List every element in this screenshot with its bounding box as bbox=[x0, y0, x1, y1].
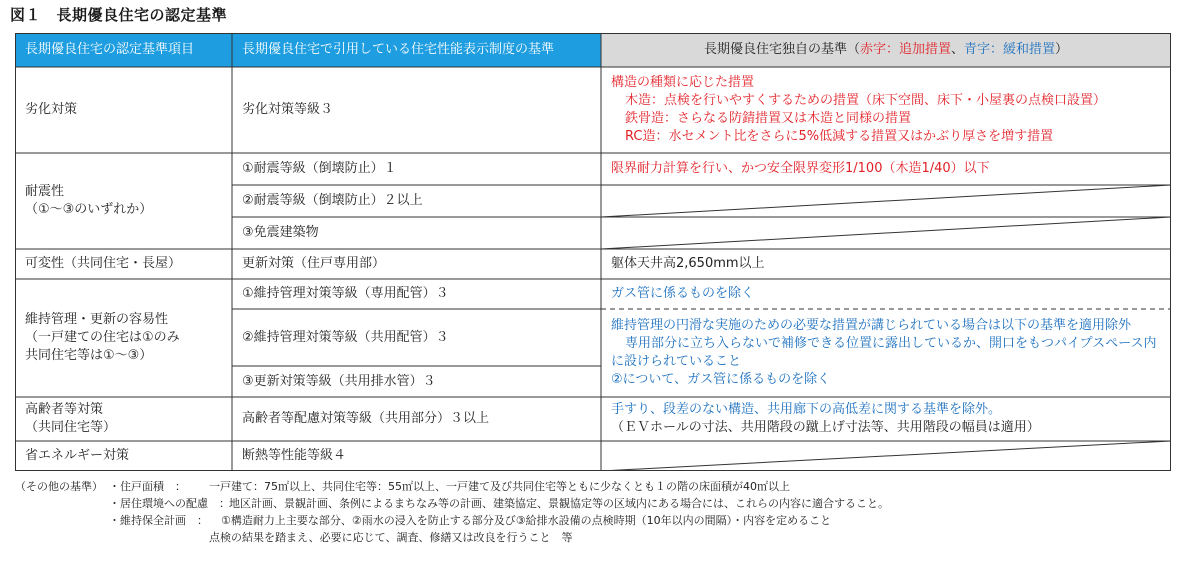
row-deterioration-item: 劣化対策 bbox=[25, 102, 78, 117]
row-seismic-std-2: ②耐震等級（倒壊防止）２以上 bbox=[242, 193, 423, 208]
item-line: （共同住宅等） bbox=[25, 420, 117, 435]
item-line: 耐震性 bbox=[25, 184, 65, 199]
note-body: 一戸建て：75㎡以上、共同住宅等：55㎡以上、一戸建て及び共同住宅等ともに少なくとも１の階の床面積が40㎡以上 bbox=[209, 480, 790, 493]
header-col-own-standard bbox=[601, 33, 1171, 67]
row-maintenance-std-2: ②維持管理対策等級（共用配管）３ bbox=[242, 329, 449, 345]
own-line: 構造の種類に応じた措置 bbox=[611, 75, 755, 90]
notes-label: （その他の基準） bbox=[15, 480, 103, 493]
own-line: に設けられていること bbox=[611, 354, 742, 369]
row-maintenance-own-2 bbox=[601, 309, 1171, 397]
row-deterioration-own bbox=[601, 67, 1171, 153]
own-line: RC造：水セメント比をさらに5%低減する措置又はかぶり厚さを増す措置 bbox=[625, 129, 1054, 144]
empty-cell-diagonal bbox=[601, 185, 1171, 217]
row-energy-std: 断熱等性能等級４ bbox=[242, 448, 347, 463]
row-adaptability-std: 更新対策（住戸専用部） bbox=[242, 256, 386, 271]
header-col3-blue-legend: 青字：緩和措置 bbox=[964, 42, 1056, 57]
own-line: 手すり、段差のない構造、共用廊下の高低差に関する基準を除外。 bbox=[611, 402, 1002, 417]
own-line: 専用部分に立ち入らないで補修できる位置に露出しているか、開口をもつパイプスペース内 bbox=[625, 336, 1157, 351]
row-adaptability-item: 可変性（共同住宅・長屋） bbox=[25, 256, 182, 271]
own-line: （ＥＶホールの寸法、共用階段の蹴上げ寸法等、共用階段の幅員は適用） bbox=[611, 420, 1040, 435]
item-line: 共同住宅等は①～③） bbox=[25, 348, 153, 363]
empty-cell-diagonal bbox=[601, 217, 1171, 249]
own-line: 木造：点検を行いやすくするための措置（床下空間、床下・小屋裏の点検口設置） bbox=[625, 93, 1107, 108]
own-line: 維持管理の円滑な実施のための必要な措置が講じられている場合は以下の基準を適用除外 bbox=[611, 318, 1132, 333]
header-col-performance-standard: 長期優良住宅で引用している住宅性能表示制度の基準 bbox=[242, 42, 555, 57]
header-col3-sep: 、 bbox=[950, 42, 964, 57]
row-seismic-std-1: ①耐震等級（倒壊防止）１ bbox=[242, 161, 397, 176]
criteria-table bbox=[15, 33, 1171, 471]
row-maintenance-item bbox=[15, 279, 232, 397]
note-body: 地区計画、景観計画、条例によるまちなみ等の計画、建築協定、景観協定等の区域内にある場合には、これらの内容に適合すること。 bbox=[229, 497, 889, 510]
own-line: ②について、ガス管に係るものを除く bbox=[611, 372, 831, 387]
item-line: （一戸建ての住宅は①のみ bbox=[25, 330, 180, 345]
row-elderly-item bbox=[15, 397, 232, 441]
row-adaptability-own: 躯体天井高2,650mm以上 bbox=[611, 256, 765, 271]
note-head: ・住戸面積 ： bbox=[109, 480, 186, 493]
header-col-item: 長期優良住宅の認定基準項目 bbox=[25, 42, 195, 57]
row-seismic-item bbox=[15, 153, 232, 249]
row-maintenance-std-3: ③更新対策等級（共用排水管）３ bbox=[242, 373, 436, 389]
header-col3-suffix: ） bbox=[1055, 42, 1069, 57]
note-body: 点検の結果を踏まえ、必要に応じて、調査、修繕又は改良を行うこと 等 bbox=[209, 531, 573, 544]
note-body: ①構造耐力上主要な部分、②雨水の浸入を防止する部分及び③給排水設備の点検時期（10年以内の間隔）・内容を定めること bbox=[221, 514, 832, 527]
item-line: （①～③のいずれか） bbox=[25, 202, 153, 217]
row-energy-item: 省エネルギー対策 bbox=[25, 448, 130, 463]
row-elderly-own bbox=[601, 397, 1171, 441]
row-maintenance-std-1: ①維持管理対策等級（専用配管）３ bbox=[242, 286, 449, 301]
header-col3-red-legend: 赤字：追加措置 bbox=[859, 42, 951, 57]
row-deterioration-std: 劣化対策等級３ bbox=[242, 102, 334, 117]
own-line: 鉄骨造：さらなる防錆措置又は木造と同様の措置 bbox=[625, 111, 912, 126]
row-elderly-std: 高齢者等配慮対策等級（共用部分）３以上 bbox=[242, 411, 490, 426]
figure-title: 図１ 長期優良住宅の認定基準 bbox=[10, 6, 228, 24]
item-line: 高齢者等対策 bbox=[25, 402, 104, 417]
header-col3-prefix: 長期優良住宅独自の基準（ bbox=[703, 42, 860, 57]
item-line: 維持管理・更新の容易性 bbox=[25, 312, 169, 327]
note-head: ・維持保全計画 ： bbox=[109, 514, 208, 527]
note-head: ・居住環境への配慮 ： bbox=[109, 497, 230, 510]
row-seismic-own: 限界耐力計算を行い、かつ安全限界変形1/100（木造1/40）以下 bbox=[611, 161, 990, 176]
empty-cell-diagonal bbox=[601, 441, 1171, 471]
row-maintenance-own-1: ガス管に係るものを除く bbox=[611, 286, 755, 301]
row-seismic-std-3: ③免震建築物 bbox=[242, 225, 319, 240]
